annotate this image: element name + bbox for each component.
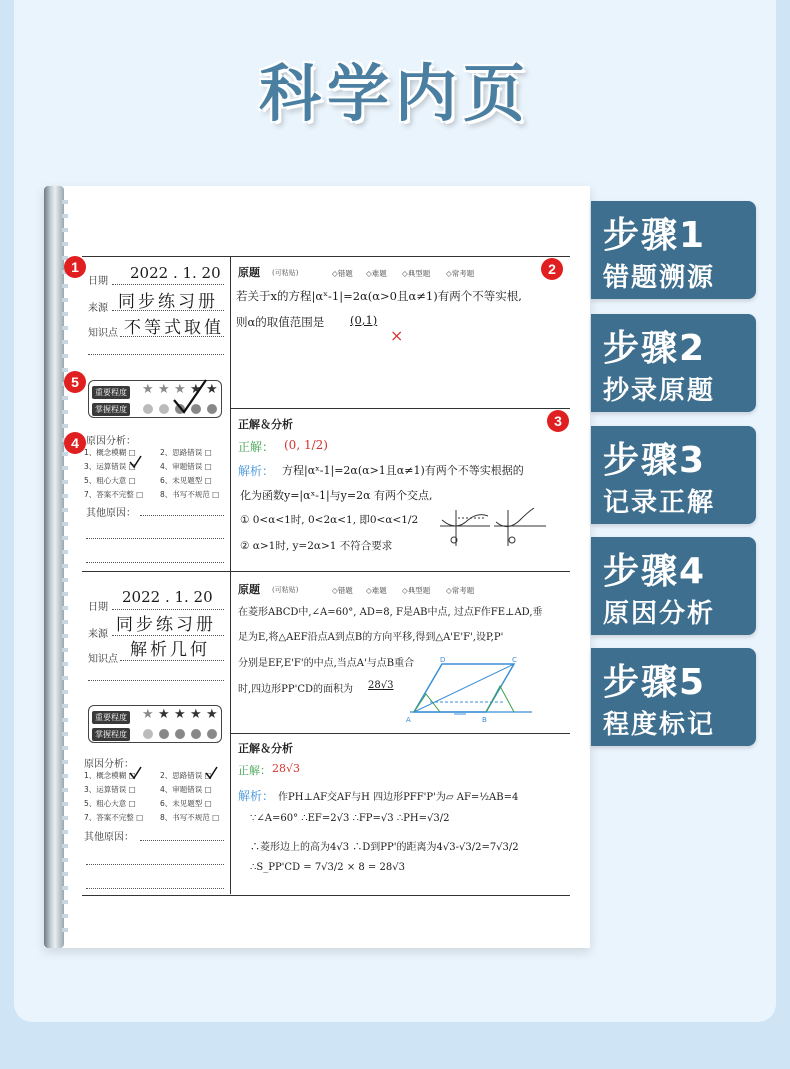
step-heading: 步骤1 xyxy=(603,215,707,256)
other-reason-label: 其他原因： xyxy=(86,508,136,519)
knowledge-value: 解析几何 xyxy=(130,640,210,660)
rhombus-diagram xyxy=(404,656,534,726)
step-desc: 原因分析 xyxy=(603,599,716,629)
question-line: 分别是EF,E'F'的中点,当点A'与点B重合 xyxy=(238,658,415,669)
step-card-2 xyxy=(591,314,756,412)
tag-wrong[interactable]: ◇错题 xyxy=(332,269,353,278)
tag-frequent[interactable]: ◇常考题 xyxy=(446,586,475,595)
step-desc: 错题溯源 xyxy=(603,263,716,293)
blank-line xyxy=(86,888,224,889)
analysis-line: 化为函数y=|αˣ-1|与y=2α 有两个交点, xyxy=(240,489,433,502)
analysis-line: 作PH⊥AF交AF与H 四边形PFF'P'为▱ AF=½AB=4 xyxy=(278,792,519,803)
solution-title: 正解＆分析 xyxy=(238,418,293,431)
original-title: 原题 xyxy=(238,583,260,596)
analysis-line: ② α>1时, y=2α>1 不符合要求 xyxy=(240,540,393,552)
star-icon[interactable]: ★ xyxy=(142,707,154,722)
checkmark-icon xyxy=(128,766,142,780)
analysis-line: ∴S_PP'CD = 7√3/2 × 8 = 28√3 xyxy=(250,862,405,873)
knowledge-label: 知识点 xyxy=(88,654,118,665)
marker-5: 5 xyxy=(64,371,86,393)
checkmark-icon xyxy=(128,455,142,469)
reason-item[interactable]: 8、书写不规范 □ xyxy=(160,813,220,822)
analysis-line: ∴菱形边上的高为4√3 ∴D到PP'的距离为4√3-√3/2=7√3/2 xyxy=(250,842,519,853)
date-label: 日期 xyxy=(88,602,108,613)
other-reason-line xyxy=(140,515,224,516)
analysis-label: 解析： xyxy=(238,464,275,478)
question-line: 时,四边形PP'CD的面积为 xyxy=(238,684,354,695)
marker-4: 4 xyxy=(64,432,86,454)
step-card-1 xyxy=(591,201,756,299)
mastery-dot[interactable] xyxy=(175,729,185,739)
other-reason-label: 其他原因： xyxy=(84,832,134,843)
analysis-label: 解析： xyxy=(238,789,275,803)
mastery-label: 掌握程度 xyxy=(92,728,130,741)
star-icon[interactable]: ★ xyxy=(206,382,218,397)
reason-item[interactable]: 1、概念模糊 □ xyxy=(84,448,136,457)
blank-line xyxy=(88,680,224,681)
star-icon[interactable]: ★ xyxy=(142,382,154,397)
star-icon[interactable]: ★ xyxy=(174,382,186,397)
top-rule xyxy=(82,256,570,257)
analysis-line: ∵∠A=60° ∴EF=2√3 ∴FP=√3 ∴PH=√3/2 xyxy=(250,813,450,824)
binding-holes xyxy=(62,200,68,940)
source-value: 同步练习册 xyxy=(118,292,218,312)
original-sub: (可粘贴) xyxy=(272,269,299,277)
knowledge-label: 知识点 xyxy=(88,328,118,339)
page-title: 科学内页 xyxy=(258,57,531,130)
knowledge-line xyxy=(120,336,224,337)
blank-line xyxy=(86,538,224,539)
analysis-line: 方程|αˣ-1|=2α(α>1且α≠1)有两个不等实根据的 xyxy=(282,464,524,477)
tag-typical[interactable]: ◇典型题 xyxy=(402,269,431,278)
reason-item[interactable]: 5、粗心大意 □ xyxy=(84,476,136,485)
step-card-4 xyxy=(591,537,756,635)
other-reason-line xyxy=(140,840,224,841)
marker-3: 3 xyxy=(547,410,569,432)
step-card-3 xyxy=(591,426,756,524)
star-icon[interactable]: ★ xyxy=(158,382,170,397)
reason-item[interactable]: 5、粗心大意 □ xyxy=(84,799,136,808)
importance-label: 重要程度 xyxy=(92,386,130,399)
column-divider xyxy=(230,256,231,894)
entry-divider xyxy=(82,571,570,572)
wrong-mark: × xyxy=(390,326,404,345)
question-line: 则α的取值范围是 xyxy=(236,315,325,329)
svg-text:B: B xyxy=(482,716,487,724)
reason-item[interactable]: 6、未见题型 □ xyxy=(160,476,212,485)
reason-item[interactable]: 2、思路错误 □ xyxy=(160,448,212,457)
step-desc: 程度标记 xyxy=(603,710,716,740)
question-line: 在菱形ABCD中,∠A=60°, AD=8, F是AB中点, 过点F作FE⊥AD,垂 xyxy=(238,607,543,618)
mastery-dot[interactable] xyxy=(143,404,153,414)
question-blank: 28√3 xyxy=(368,680,394,691)
source-line xyxy=(112,310,224,311)
mastery-dot[interactable] xyxy=(159,729,169,739)
step-heading: 步骤5 xyxy=(603,662,707,703)
star-icon[interactable]: ★ xyxy=(190,382,202,397)
tag-typical[interactable]: ◇典型题 xyxy=(402,586,431,595)
step-heading: 步骤4 xyxy=(603,551,707,592)
step-heading: 步骤3 xyxy=(603,440,707,481)
blank-line xyxy=(88,354,224,355)
checkmark-icon xyxy=(204,766,218,780)
blank-line xyxy=(86,864,224,865)
step-desc: 记录正解 xyxy=(603,488,716,518)
mastery-dot[interactable] xyxy=(159,404,169,414)
svg-text:D: D xyxy=(440,656,446,664)
function-graph-sketch xyxy=(438,506,548,548)
reason-item[interactable]: 4、审题错误 □ xyxy=(160,785,212,794)
knowledge-value: 不等式取值 xyxy=(124,318,224,338)
bottom-rule xyxy=(82,895,570,896)
reason-item[interactable]: 3、运算错误 □ xyxy=(84,785,136,794)
tag-hard[interactable]: ◇难题 xyxy=(366,269,387,278)
correct-label: 正解： xyxy=(238,764,271,777)
checkmark-icon xyxy=(170,378,210,416)
reason-item[interactable]: 7、答案不完整 □ xyxy=(84,813,144,822)
step-heading: 步骤2 xyxy=(603,328,707,369)
date-label: 日期 xyxy=(88,276,108,287)
source-value: 同步练习册 xyxy=(116,615,216,635)
reason-item[interactable]: 4、审题错误 □ xyxy=(160,462,212,471)
reason-item[interactable]: 7、答案不完整 □ xyxy=(84,490,144,499)
date-value: 2022 . 1. 20 xyxy=(122,588,213,606)
star-icon[interactable]: ★ xyxy=(158,707,170,722)
solution-title: 正解＆分析 xyxy=(238,742,293,755)
star-icon[interactable]: ★ xyxy=(190,707,202,722)
source-label: 来源 xyxy=(88,303,108,314)
step-card-5 xyxy=(591,648,756,746)
importance-label: 重要程度 xyxy=(92,711,130,724)
analysis-line: ① 0<α<1时, 0<2α<1, 即0<α<1/2 xyxy=(240,514,419,526)
reason-title: 原因分析： xyxy=(86,436,136,447)
tag-wrong[interactable]: ◇错题 xyxy=(332,586,353,595)
section-divider-2 xyxy=(230,733,570,734)
question-line: 若关于x的方程|αˣ-1|=2α(α>0且α≠1)有两个不等实根, xyxy=(236,289,522,303)
step-desc: 抄录原题 xyxy=(603,376,716,406)
reason-item[interactable]: 8、书写不规范 □ xyxy=(160,490,220,499)
reason-item[interactable]: 1、概念模糊 □ xyxy=(84,771,136,780)
reason-item[interactable]: 6、未见题型 □ xyxy=(160,799,212,808)
star-icon[interactable]: ★ xyxy=(206,707,218,722)
date-line xyxy=(112,284,224,285)
knowledge-line xyxy=(120,660,224,661)
original-sub: (可粘贴) xyxy=(272,586,299,594)
section-divider-1 xyxy=(230,408,570,409)
correct-answer: (0, 1/2) xyxy=(284,438,328,452)
svg-text:C: C xyxy=(512,656,517,664)
correct-answer: 28√3 xyxy=(272,762,301,775)
tag-hard[interactable]: ◇难题 xyxy=(366,586,387,595)
star-icon[interactable]: ★ xyxy=(174,707,186,722)
tag-frequent[interactable]: ◇常考题 xyxy=(446,269,475,278)
mastery-dot[interactable] xyxy=(207,729,217,739)
reason-title: 原因分析： xyxy=(84,759,134,770)
marker-2: 2 xyxy=(541,258,563,280)
notebook-spine xyxy=(44,186,64,948)
wrong-answer: (0,1) xyxy=(350,313,378,327)
mastery-dot[interactable] xyxy=(143,729,153,739)
source-label: 来源 xyxy=(88,629,108,640)
correct-label: 正解： xyxy=(238,440,275,454)
blank-line xyxy=(86,562,224,563)
original-title: 原题 xyxy=(238,266,260,279)
mastery-dot[interactable] xyxy=(191,729,201,739)
marker-1: 1 xyxy=(64,256,86,278)
svg-text:A: A xyxy=(406,716,411,724)
question-line: 足为E,将△AEF沿点A到点B的方向平移,得到△A'E'F',设P,P' xyxy=(238,632,504,643)
reason-item[interactable]: 3、运算错误 □ xyxy=(84,462,136,471)
mastery-label: 掌握程度 xyxy=(92,403,130,416)
reason-item[interactable]: 2、思路错误 □ xyxy=(160,771,212,780)
date-value: 2022 . 1. 20 xyxy=(130,264,221,282)
